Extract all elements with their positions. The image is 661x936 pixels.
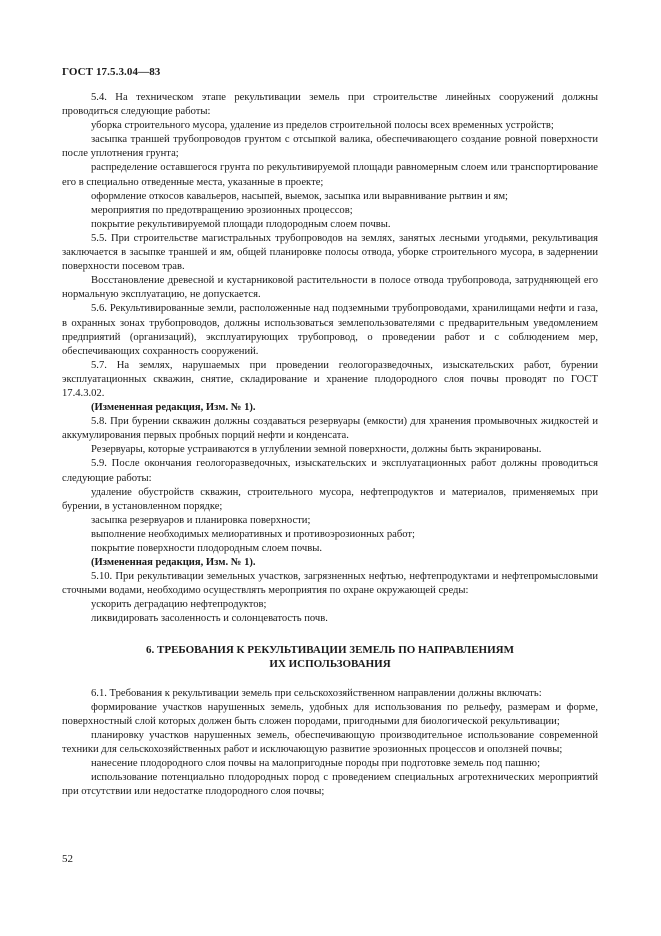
paragraph: оформление откосов кавальеров, насыпей, выемок, засыпка или выравнивание рытвин и ям; — [91, 190, 509, 202]
paragraph: 5.9. После окончания геологоразведочных, изыскательских и эксплуатационных работ должны проводиться следующие работы: — [62, 458, 598, 484]
paragraph: формирование участков нарушенных земель, удобных для использования по рельефу, размерам и форме, поверхностный слой которых должен быть сложен породами, пригодными для биологической рекультивации; — [62, 701, 598, 727]
paragraph: 6.1. Требования к рекультивации земель при сельскохозяйственном направлении должны включать: — [91, 687, 542, 699]
document-body — [62, 91, 598, 799]
paragraph: уборка строительного мусора, удаление из пределов строительной полосы всех временных устройств; — [91, 120, 554, 132]
paragraph: 5.6. Рекультивированные земли, расположенные над подземными трубопроводами, хранилищами нефти и газа, в охранных зонах трубопроводов, должны использоваться землепользователями с предварительным уведомлением предприятий (организаций), эксплуатирующих трубопровод, о проведении работ и с соблюдением мер, обеспечивающих сохранность сооружений. — [62, 303, 598, 357]
paragraph: засыпка траншей трубопроводов грунтом с отсыпкой валика, обеспечивающего создание ровной поверхности после уплотнения грунта; — [62, 134, 598, 160]
paragraph: 5.5. При строительстве магистральных трубопроводов на землях, занятых лесными угодьями, рекультивация заключается в засыпке траншей и ям, общей планировке полосы отвода, уборке строительного мусора, в задернении поверхности посевом трав. — [62, 232, 598, 273]
paragraph: 5.4. На техническом этапе рекультивации земель при строительстве линейных сооружений должны проводиться следующие работы: — [62, 92, 598, 118]
paragraph: распределение оставшегося грунта по рекультивируемой площади равномерным слоем или транспортирование его в специально отведенные места, указанные в проекте; — [62, 162, 598, 188]
paragraph: использование потенциально плодородных пород с проведением специальных агротехнических мероприятий при отсутствии или недостатке плодородного слоя почвы; — [62, 772, 598, 798]
paragraph: выполнение необходимых мелиоративных и противоэрозионных работ; — [91, 528, 415, 540]
paragraph: 5.8. При бурении скважин должны создаваться резервуары (емкости) для хранения промывочных жидкостей и аккумулирования первых пробных порций нефти и конденсата. — [62, 416, 598, 442]
paragraph: планировку участков нарушенных земель, обеспечивающую производительное использование современной техники для сельскохозяйственных работ и исключающую развитие эрозионных процессов и оползней почвы; — [62, 729, 598, 755]
paragraph: покрытие поверхности плодородным слоем почвы. — [91, 543, 322, 554]
paragraph: удаление обустройств скважин, строительного мусора, нефтепродуктов и материалов, применяемых при бурении, в установленном порядке; — [62, 486, 598, 512]
section-title-line: 6. ТРЕБОВАНИЯ К РЕКУЛЬТИВАЦИИ ЗЕМЕЛЬ ПО НАПРАВЛЕНИЯМ — [146, 643, 514, 656]
paragraph: покрытие рекультивируемой площади плодородным слоем почвы. — [91, 218, 391, 230]
page-number: 52 — [62, 853, 73, 865]
edit-note: (Измененная редакция, Изм. № 1). — [91, 557, 256, 569]
paragraph: мероприятия по предотвращению эрозионных процессов; — [91, 204, 353, 216]
edit-note: (Измененная редакция, Изм. № 1). — [91, 402, 256, 414]
paragraph: Восстановление древесной и кустарниковой растительности в полосе отвода трубопровода, затрудняющей его нормальную эксплуатацию, не допускается. — [62, 275, 598, 301]
paragraph: 5.10. При рекультивации земельных участков, загрязненных нефтью, нефтепродуктами и нефтепромысловыми сточными водами, необходимо осуществлять мероприятия по охране окружающей среды: — [62, 571, 598, 597]
paragraph: ускорить деградацию нефтепродуктов; — [91, 599, 267, 611]
paragraph: Резервуары, которые устраиваются в углублении земной поверхности, должны быть экранированы. — [91, 444, 542, 456]
paragraph: ликвидировать засоленность и солонцеватость почв. — [91, 613, 328, 625]
paragraph: нанесение плодородного слоя почвы на малопригодные породы при подготовке земель под пашню; — [91, 758, 541, 770]
document-header: ГОСТ 17.5.3.04—83 — [62, 66, 161, 78]
section-title-line: ИХ ИСПОЛЬЗОВАНИЯ — [269, 657, 391, 670]
paragraph: 5.7. На землях, нарушаемых при проведении геологоразведочных, изыскательских работ, бурении эксплуатационных скважин, снятие, складирование и хранение плодородного слоя почвы проводят по ГОСТ 17.4.3.02. — [62, 359, 598, 399]
paragraph: засыпка резервуаров и планировка поверхности; — [91, 514, 311, 526]
section-title — [62, 643, 598, 671]
